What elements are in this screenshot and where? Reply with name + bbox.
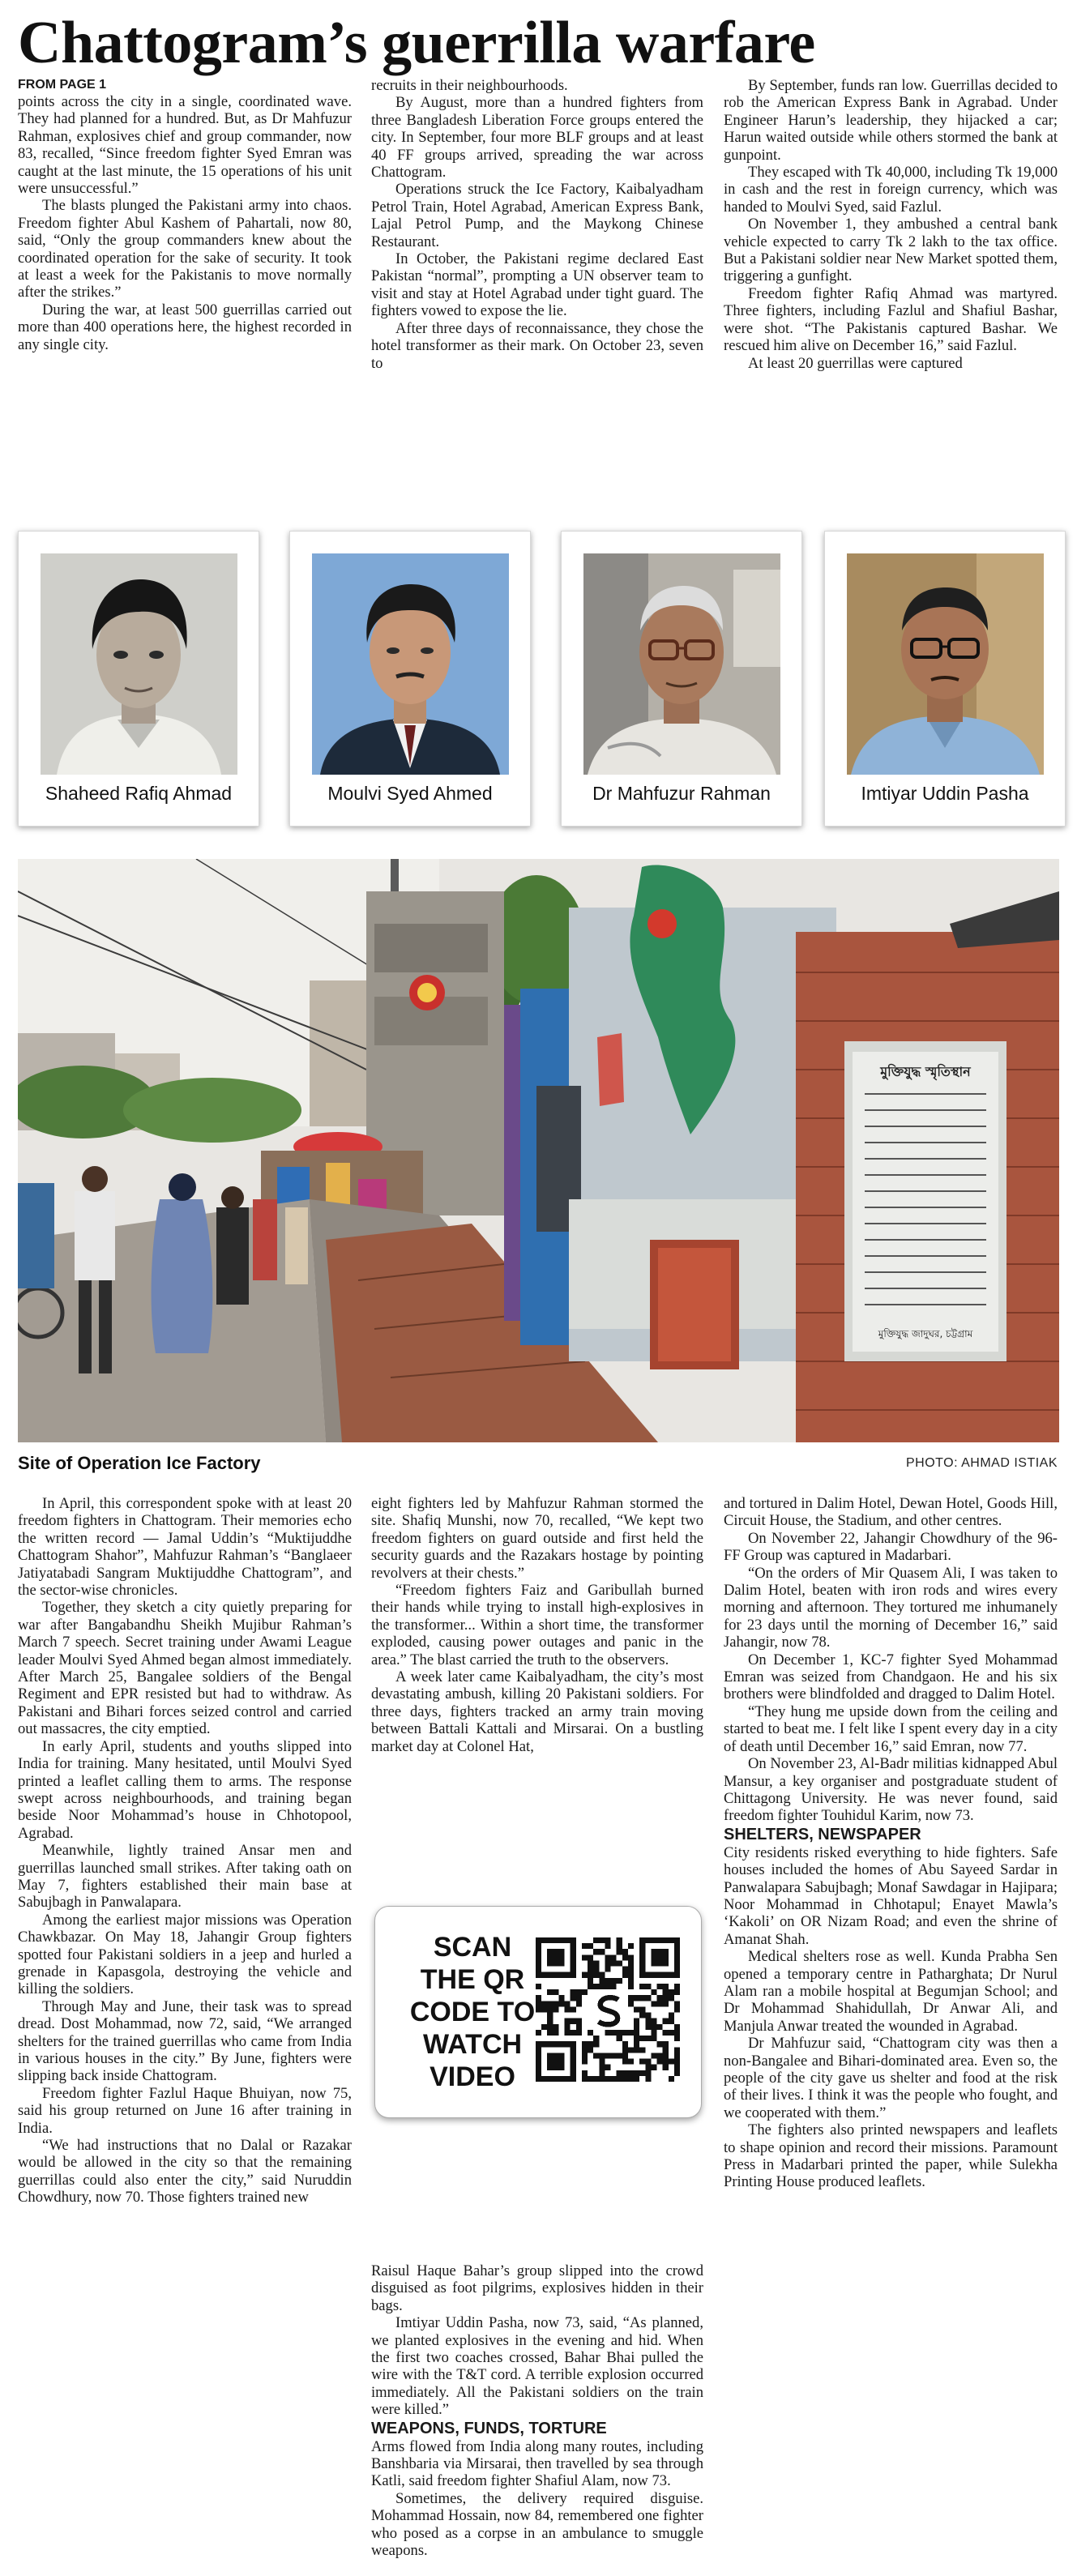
portrait-syed-ahmed-image bbox=[312, 553, 509, 775]
paragraph: Freedom fighter Rafiq Ahmad was martyred. Three fighters, including Fazlul and Shafiul Bashar, were shot. “The Pakistanis captured Bashar. We rescued him alive on December 16,” said Fazlul. bbox=[724, 284, 1058, 355]
paragraph: recruits in their neighbourhoods. bbox=[371, 77, 568, 94]
paragraph: Together, they sketch a city quietly preparing for war after Bangabandhu Sheikh Mujibur Rahman’s March 7 speech. Secret training under Awami League leader Moulvi Syed Ahmed began almost immediately. After March 25, Bangalee soldiers of the Bengal Regiment and EPR resisted but had to withdraw. As Pakistani and Bihari forces seized control and carried out massacres, the city emptied. bbox=[18, 1599, 352, 1738]
headline: Chattogram’s guerrilla warfare bbox=[18, 10, 815, 76]
plaque-title: মুক্তিযুদ্ধ স্মৃতিস্থান bbox=[880, 1064, 971, 1079]
paragraph: On November 1, they ambushed a central bank vehicle expected to carry Tk 2 lakh to the tax office. But a Pakistani soldier near New Market spotted them, triggering a gunfight. bbox=[724, 216, 1058, 285]
paragraph: Operations struck the Ice Factory, Kaibalyadham Petrol Train, Hotel Agrabad, American Express Bank, Lajal Petrol Pump, and the Maykong Chinese Restaurant. bbox=[371, 181, 703, 250]
photo-caption: Site of Operation Ice Factory bbox=[18, 1453, 261, 1473]
paragraph: Imtiyar Uddin Pasha, now 73, said, “As planned, we planted explosives in the evening and hid. When the first two coaches crossed, Bahar Bhai pulled the wire with the T&T cord. A terrible explosion occurred immediately. All the Pakistani soldiers on the train were killed.” bbox=[371, 2314, 703, 2419]
paragraph: In April, this correspondent spoke with at least 20 freedom fighters in Chattogram. Their memories echo the written record — Jamal Uddin’s “Muktijuddhe Chattogram Shahor”, Mahfuzur Rahman’s “Banglaeer Jatiyatabadi Sangram Muktijuddhe Chattogram”, and the sector-wise chronicles. bbox=[18, 1495, 352, 1600]
qr-line: THE QR bbox=[420, 1964, 525, 1995]
top-column-2 bbox=[371, 77, 703, 498]
portrait-card-rafiq-ahmad bbox=[18, 531, 259, 827]
paragraph: A week later came Kaibalyadham, the city’s most devastating ambush, killing 20 Pakistani soldiers. For three days, fighters tracked an army train moving between Battali Kattali and Mirsarai. On a bustling market day at Colonel Hat, bbox=[371, 1668, 703, 1755]
qr-line: CODE TO bbox=[409, 1997, 536, 2027]
qr-video-box[interactable] bbox=[374, 1906, 702, 2118]
paragraph: In October, the Pakistani regime declared East Pakistan “normal”, prompting a UN observer team to visit and stay at Hotel Agrabad under tight guard. The fighters vowed to expose the lie. bbox=[371, 250, 703, 320]
portrait-card-syed-ahmed bbox=[289, 531, 531, 827]
portrait-caption: Dr Mahfuzur Rahman bbox=[592, 783, 771, 804]
qr-line: SCAN bbox=[433, 1932, 512, 1963]
bottom-column-2-bottom bbox=[371, 2262, 703, 2570]
paragraph: On December 1, KC-7 fighter Syed Mohammad Emran was seized from Chandgaon. He and his six brothers were blindfolded and dragged to Dalim Hotel. bbox=[724, 1651, 1058, 1703]
paragraph: Among the earliest major missions was Operation Chawkbazar. On May 18, Jahangir Group fighters spotted four Pakistani soldiers in a jeep and hurled a grenade in Kapasgola, destroying the vehicle and killing the soldiers. bbox=[18, 1911, 352, 1998]
paragraph: Freedom fighter Fazlul Haque Bhuiyan, now 75, said his group returned on June 16 after training in India. bbox=[18, 2084, 352, 2137]
plaque-footer: মুক্তিযুদ্ধ জাদুঘর, চট্টগ্রাম bbox=[878, 1328, 973, 1339]
street-scene-image bbox=[18, 859, 1059, 1442]
paragraph: Sometimes, the delivery required disguise. Mohammad Hossain, now 84, remembered one fighter who posed as a corpse in an ambulance to smuggle weapons. bbox=[371, 2489, 703, 2560]
paragraph: Through May and June, their task was to spread dread. Dost Mohammad, now 72, said, “We arranged shelters for the trained guerrillas who came from India in various houses in the city.” By June, fighters were slipping back inside Chattogram. bbox=[18, 1997, 352, 2085]
portrait-photo bbox=[41, 553, 237, 775]
paragraph: The fighters also printed newspapers and leaflets to shape opinion and record their missions. Paramount Press in Madarbari printed the paper, while Sulekha Printing House produced leaflets. bbox=[724, 2121, 1058, 2191]
qr-prompt-text bbox=[400, 1931, 545, 2093]
paragraph: “We had instructions that no Dalal or Razakar would be allowed in the city so that the remaining guerrillas could also enter the city,” said Nuruddin Chowdhury, now 70. Those fighters trained new bbox=[18, 2137, 352, 2206]
paragraph: At least 20 guerrillas were captured bbox=[748, 354, 963, 372]
paragraph: After three days of reconnaissance, they chose the hotel transformer as their mark. On October 23, seven to bbox=[371, 319, 703, 372]
paragraph: Dr Mahfuzur said, “Chattogram city was then a non-Bangalee and Bihari-dominated area. Even so, the people of the city gave us shelter and food at the risk of their lives. I think it was the people who fought, and we cooperated with them.” bbox=[724, 2035, 1058, 2121]
top-column-3 bbox=[724, 77, 1058, 498]
paragraph: City residents risked everything to hide fighters. Safe houses included the homes of Abu Sayeed Sardar in Panwalapara Sabujbagh; Monaf Sawdagar in Hajipara; Noor Mohammad in Chhotapul; Enayet Mawla’s ‘Kakoli’ on OR Nizam Road; and even the shrine of Amanat Shah. bbox=[724, 1843, 1058, 1948]
portrait-mahfuzur-rahman-image bbox=[583, 553, 780, 775]
portrait-caption: Moulvi Syed Ahmed bbox=[327, 783, 493, 804]
portrait-photo bbox=[312, 553, 509, 775]
bottom-column-2-top bbox=[371, 1495, 703, 1900]
paragraph: Raisul Haque Bahar’s group slipped into the crowd disguised as foot pilgrims, explosives hidden in their bags. bbox=[371, 2262, 703, 2314]
paragraph: By August, more than a hundred fighters from three Bangladesh Liberation Force groups entered the city. In September, four more BLF groups and at least 40 FF groups arrived, spreading the war across Chattogram. bbox=[371, 94, 703, 182]
paragraph: Medical shelters rose as well. Kunda Prabha Sen opened a temporary centre in Patharghata; Dr Nurul Alam ran a mobile hospital at Begumjan School; and Dr Mohammad Shahidullah, Dr Anwar Ali, and Manjula Anwar treated the wounded in Agrabad. bbox=[724, 1948, 1058, 2035]
subhead-shelters: SHELTERS, NEWSPAPER bbox=[724, 1825, 921, 1843]
photo-credit: PHOTO: AHMAD ISTIAK bbox=[905, 1456, 1058, 1470]
paragraph: They escaped with Tk 40,000, including Tk 19,000 in cash and the rest in foreign currency, which was handed to Moulvi Syed, said Fazlul. bbox=[724, 164, 1058, 216]
main-photo bbox=[18, 859, 1059, 1442]
portrait-photo bbox=[583, 553, 780, 775]
qr-code-icon[interactable] bbox=[536, 1937, 680, 2082]
paragraph: “On the orders of Mir Quasem Ali, I was taken to Dalim Hotel, beaten with iron rods and wires every morning and afternoon. They tortured me inhumanely for 23 days until the morning of December 16,” said Jahangir, now 78. bbox=[724, 1564, 1058, 1651]
portrait-imtiyar-uddin-pasha-image bbox=[847, 553, 1044, 775]
portrait-caption: Shaheed Rafiq Ahmad bbox=[45, 783, 233, 804]
portrait-card-mahfuzur-rahman bbox=[561, 531, 802, 827]
paragraph: “They hung me upside down from the ceiling and started to beat me. I felt like I spent every day in a city of death until December 16,” said Emran, now 77. bbox=[724, 1702, 1058, 1755]
paragraph: On November 23, Al-Badr militias kidnapped Abul Mansur, a key organiser and postgraduate student of Chittagong University. He was never found, said freedom fighter Touhidul Karim, now 73. bbox=[724, 1755, 1058, 1825]
paragraph: In early April, students and youths slipped into India for training. Many hesitated, until Moulvi Syed printed a leaflet calling them to arms. The response swept across neighbourhoods, and training began beside Noor Mohammad’s house in Chhotopool, Agrabad. bbox=[18, 1737, 352, 1842]
from-page-label: FROM PAGE 1 bbox=[18, 78, 107, 92]
portrait-caption: Imtiyar Uddin Pasha bbox=[861, 783, 1029, 804]
paragraph: On November 22, Jahangir Chowdhury of the 96-FF Group was captured in Madarbari. bbox=[724, 1529, 1058, 1565]
bottom-column-1 bbox=[18, 1495, 352, 2569]
paragraph: Meanwhile, lightly trained Ansar men and guerrillas launched small strikes. After taking oath on May 7, fighters established their main base at Sabujbagh in Panwalapara. bbox=[18, 1842, 352, 1912]
paragraph: eight fighters led by Mahfuzur Rahman stormed the site. Shafiq Munshi, now 70, recalled, “We kept two freedom fighters on guard outside and first held the security guards and the Razakars hostage by pointing revolvers at their chests.” bbox=[371, 1495, 703, 1582]
bottom-column-3 bbox=[724, 1495, 1058, 2569]
qr-line: VIDEO bbox=[430, 2061, 515, 2092]
portrait-rafiq-ahmad-image bbox=[41, 553, 237, 775]
paragraph: and tortured in Dalim Hotel, Dewan Hotel, Goods Hill, Circuit House, the Stadium, and other centres. bbox=[724, 1495, 1058, 1530]
qr-line: WATCH bbox=[422, 2029, 523, 2060]
subhead-weapons: WEAPONS, FUNDS, TORTURE bbox=[371, 2419, 607, 2437]
portrait-photo bbox=[847, 553, 1044, 775]
paragraph: points across the city in a single, coordinated wave. They had planned for a hundred. But, as Dr Mahfuzur Rahman, explosives chief and group commander, now 83, recalled, “Since freedom fighter Syed Emran was caught at the last minute, the 15 operations of his unit were unsuccessful.” bbox=[18, 93, 352, 198]
top-column-1 bbox=[18, 77, 352, 498]
paragraph: During the war, at least 500 guerrillas carried out more than 400 operations here, the highest recorded in any single city. bbox=[18, 301, 352, 353]
paragraph: The blasts plunged the Pakistani army into chaos. Freedom fighter Abul Kashem of Pahartali, now 80, said, “Only the group commanders knew about the coordinated operation for the sake of security. It took at least a week for the Pakistanis to move normally after the strikes.” bbox=[18, 197, 352, 301]
paragraph: By September, funds ran low. Guerrillas decided to rob the American Express Bank in Agrabad. Under Engineer Harun’s leadership, they hijacked a car; Harun waited outside while others stormed the bank at gunpoint. bbox=[724, 77, 1058, 164]
paragraph: Arms flowed from India along many routes, including Banshbaria via Mirsarai, then travelled by sea through Katli, said freedom fighter Shafiul Alam, now 73. bbox=[371, 2437, 703, 2490]
portrait-card-imtiyar-uddin-pasha bbox=[824, 531, 1066, 827]
paragraph: “Freedom fighters Faiz and Garibullah burned their hands while trying to install high-explosives in the transformer... Within a short time, the transformer exploded, causing power outages and panic in the area.” The blast carried the truth to the observers. bbox=[371, 1582, 703, 1668]
